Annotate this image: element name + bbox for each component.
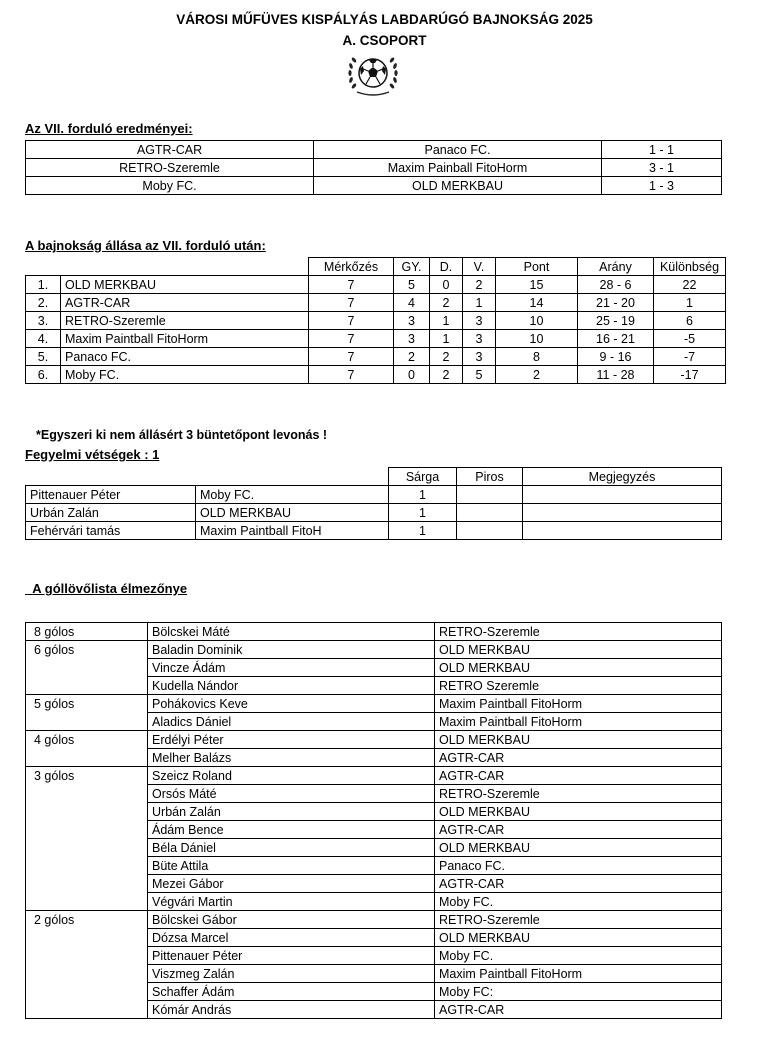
goal-count	[26, 947, 148, 965]
rank: 2.	[26, 294, 61, 312]
red-cards	[457, 486, 523, 504]
player-name: Schaffer Ádám	[148, 983, 435, 1001]
goal-count: 6 gólos	[26, 641, 148, 659]
player-name: Végvári Martin	[148, 893, 435, 911]
result-row	[26, 159, 722, 177]
standings-column-header: V.	[463, 258, 496, 276]
team-name: RETRO Szeremle	[435, 677, 722, 695]
drawn: 2	[430, 366, 463, 384]
team-name: Maxim Paintball FitoHorm	[435, 713, 722, 731]
points: 2	[496, 366, 578, 384]
team-name: Panaco FC.	[435, 857, 722, 875]
discipline-table	[25, 467, 722, 540]
team-name: OLD MERKBAU	[435, 641, 722, 659]
scorer-row	[26, 731, 722, 749]
scorer-row	[26, 947, 722, 965]
goal-count	[26, 713, 148, 731]
player-name: Dózsa Marcel	[148, 929, 435, 947]
won: 3	[394, 330, 430, 348]
scorer-row	[26, 803, 722, 821]
red-cards	[457, 504, 523, 522]
played: 7	[309, 330, 394, 348]
team-name: AGTR-CAR	[435, 749, 722, 767]
goal-ratio: 16 - 21	[578, 330, 654, 348]
points: 8	[496, 348, 578, 366]
team-name: OLD MERKBAU	[435, 839, 722, 857]
player-name: Büte Attila	[148, 857, 435, 875]
results-heading: Az VII. forduló eredményei:	[25, 121, 193, 136]
standings-column-header: Különbség	[654, 258, 726, 276]
goal-count: 3 gólos	[26, 767, 148, 785]
scorers-table	[25, 622, 722, 1019]
match-score: 1 - 3	[602, 177, 722, 195]
goal-difference: 1	[654, 294, 726, 312]
remark	[523, 504, 722, 522]
team-name: AGTR-CAR	[435, 875, 722, 893]
standings-row	[26, 276, 726, 294]
points: 15	[496, 276, 578, 294]
scorers-heading: A góllövőlista élmezőnye	[32, 581, 188, 596]
goal-count	[26, 857, 148, 875]
away-team: Maxim Painball FitoHorm	[314, 159, 602, 177]
yellow-cards: 1	[389, 504, 457, 522]
won: 2	[394, 348, 430, 366]
scorer-row	[26, 929, 722, 947]
team-name: OLD MERKBAU	[61, 276, 309, 294]
drawn: 2	[430, 294, 463, 312]
rank: 1.	[26, 276, 61, 294]
team-name: Maxim Paintball FitoH	[196, 522, 389, 540]
team-name: AGTR-CAR	[435, 767, 722, 785]
goal-difference: -5	[654, 330, 726, 348]
standings-row	[26, 312, 726, 330]
points: 14	[496, 294, 578, 312]
penalty-note: *Egyszeri ki nem állásért 3 büntetőpont levonás !	[36, 428, 328, 442]
team-name: RETRO-Szeremle	[61, 312, 309, 330]
goal-count	[26, 839, 148, 857]
goal-count	[26, 983, 148, 1001]
points: 10	[496, 312, 578, 330]
player-name: Kudella Nándor	[148, 677, 435, 695]
goal-count: 2 gólos	[26, 911, 148, 929]
player-name: Orsós Máté	[148, 785, 435, 803]
red-cards	[457, 522, 523, 540]
scorer-row	[26, 713, 722, 731]
team-name: RETRO-Szeremle	[435, 623, 722, 641]
discipline-row	[26, 486, 722, 504]
goal-count	[26, 965, 148, 983]
team-name: Maxim Paintball FitoHorm	[435, 965, 722, 983]
team-name: OLD MERKBAU	[435, 731, 722, 749]
yellow-cards: 1	[389, 522, 457, 540]
lost: 3	[463, 348, 496, 366]
away-team: OLD MERKBAU	[314, 177, 602, 195]
scorer-row	[26, 983, 722, 1001]
goal-count	[26, 803, 148, 821]
scorer-row	[26, 821, 722, 839]
team-name: Moby FC:	[435, 983, 722, 1001]
scorer-row	[26, 839, 722, 857]
player-name: Pittenauer Péter	[148, 947, 435, 965]
soccer-ball-laurel-icon	[345, 52, 401, 98]
team-name: AGTR-CAR	[435, 1001, 722, 1019]
discipline-row	[26, 504, 722, 522]
scorer-row	[26, 785, 722, 803]
standings-row	[26, 366, 726, 384]
rank: 4.	[26, 330, 61, 348]
rank: 6.	[26, 366, 61, 384]
goal-count	[26, 785, 148, 803]
scorer-row	[26, 623, 722, 641]
standings-column-header: Arány	[578, 258, 654, 276]
team-name: AGTR-CAR	[61, 294, 309, 312]
page-subtitle: A. CSOPORT	[342, 33, 427, 48]
team-name: Panaco FC.	[61, 348, 309, 366]
player-name: Fehérvári tamás	[26, 522, 196, 540]
goal-difference: -17	[654, 366, 726, 384]
remark	[523, 522, 722, 540]
goal-count	[26, 677, 148, 695]
goal-count	[26, 929, 148, 947]
drawn: 1	[430, 330, 463, 348]
played: 7	[309, 348, 394, 366]
player-name: Urbán Zalán	[26, 504, 196, 522]
team-name: RETRO-Szeremle	[435, 911, 722, 929]
goal-ratio: 28 - 6	[578, 276, 654, 294]
player-name: Béla Dániel	[148, 839, 435, 857]
team-name: Moby FC.	[435, 893, 722, 911]
scorer-row	[26, 893, 722, 911]
goal-difference: 6	[654, 312, 726, 330]
goal-difference: -7	[654, 348, 726, 366]
match-score: 1 - 1	[602, 141, 722, 159]
lost: 1	[463, 294, 496, 312]
goal-count	[26, 893, 148, 911]
won: 4	[394, 294, 430, 312]
player-name: Urbán Zalán	[148, 803, 435, 821]
home-team: Moby FC.	[26, 177, 314, 195]
player-name: Ádám Bence	[148, 821, 435, 839]
team-name: OLD MERKBAU	[196, 504, 389, 522]
goal-difference: 22	[654, 276, 726, 294]
rank: 5.	[26, 348, 61, 366]
team-name: OLD MERKBAU	[435, 929, 722, 947]
discipline-column-header: Sárga	[389, 468, 457, 486]
player-name: Kómár András	[148, 1001, 435, 1019]
team-name: AGTR-CAR	[435, 821, 722, 839]
player-name: Baladin Dominik	[148, 641, 435, 659]
goal-ratio: 21 - 20	[578, 294, 654, 312]
scorer-row	[26, 641, 722, 659]
discipline-column-header: Piros	[457, 468, 523, 486]
lost: 3	[463, 330, 496, 348]
team-name: Maxim Paintball FitoHorm	[435, 695, 722, 713]
team-name: Moby FC.	[196, 486, 389, 504]
drawn: 2	[430, 348, 463, 366]
drawn: 1	[430, 312, 463, 330]
goal-count: 8 gólos	[26, 623, 148, 641]
scorer-row	[26, 857, 722, 875]
played: 7	[309, 366, 394, 384]
player-name: Pittenauer Péter	[26, 486, 196, 504]
standings-row	[26, 330, 726, 348]
goal-ratio: 9 - 16	[578, 348, 654, 366]
scorer-row	[26, 695, 722, 713]
scorer-row	[26, 677, 722, 695]
discipline-column-header: Megjegyzés	[523, 468, 722, 486]
results-table	[25, 140, 722, 195]
remark	[523, 486, 722, 504]
discipline-heading: Fegyelmi vétségek : 1	[25, 447, 160, 462]
won: 3	[394, 312, 430, 330]
played: 7	[309, 294, 394, 312]
standings-row	[26, 294, 726, 312]
goal-count	[26, 659, 148, 677]
player-name: Bölcskei Máté	[148, 623, 435, 641]
standings-column-header: D.	[430, 258, 463, 276]
standings-table	[25, 257, 726, 384]
player-name: Pohákovics Keve	[148, 695, 435, 713]
scorer-row	[26, 911, 722, 929]
won: 0	[394, 366, 430, 384]
rank: 3.	[26, 312, 61, 330]
goal-ratio: 25 - 19	[578, 312, 654, 330]
home-team: AGTR-CAR	[26, 141, 314, 159]
scorer-row	[26, 749, 722, 767]
standings-column-header: Mérkőzés	[309, 258, 394, 276]
goal-count: 5 gólos	[26, 695, 148, 713]
goal-count	[26, 875, 148, 893]
goal-count: 4 gólos	[26, 731, 148, 749]
scorer-row	[26, 659, 722, 677]
player-name: Mezei Gábor	[148, 875, 435, 893]
standings-row	[26, 348, 726, 366]
player-name: Viszmeg Zalán	[148, 965, 435, 983]
lost: 2	[463, 276, 496, 294]
team-name: Moby FC.	[61, 366, 309, 384]
player-name: Vincze Ádám	[148, 659, 435, 677]
goal-ratio: 11 - 28	[578, 366, 654, 384]
scorer-row	[26, 965, 722, 983]
team-name: RETRO-Szeremle	[435, 785, 722, 803]
player-name: Bölcskei Gábor	[148, 911, 435, 929]
scorer-row	[26, 875, 722, 893]
discipline-row	[26, 522, 722, 540]
home-team: RETRO-Szeremle	[26, 159, 314, 177]
lost: 3	[463, 312, 496, 330]
played: 7	[309, 276, 394, 294]
player-name: Melher Balázs	[148, 749, 435, 767]
points: 10	[496, 330, 578, 348]
page-title: VÁROSI MŰFÜVES KISPÁLYÁS LABDARÚGÓ BAJNOKSÁG 2025	[176, 12, 593, 27]
team-name: OLD MERKBAU	[435, 803, 722, 821]
goal-count	[26, 1001, 148, 1019]
team-name: Moby FC.	[435, 947, 722, 965]
standings-column-header: Pont	[496, 258, 578, 276]
player-name: Aladics Dániel	[148, 713, 435, 731]
standings-column-header: GY.	[394, 258, 430, 276]
match-score: 3 - 1	[602, 159, 722, 177]
goal-count	[26, 749, 148, 767]
won: 5	[394, 276, 430, 294]
played: 7	[309, 312, 394, 330]
goal-count	[26, 821, 148, 839]
drawn: 0	[430, 276, 463, 294]
team-name: Maxim Paintball FitoHorm	[61, 330, 309, 348]
result-row	[26, 141, 722, 159]
away-team: Panaco FC.	[314, 141, 602, 159]
scorer-row	[26, 1001, 722, 1019]
result-row	[26, 177, 722, 195]
player-name: Szeicz Roland	[148, 767, 435, 785]
standings-heading: A bajnokság állása az VII. forduló után:	[25, 238, 266, 253]
team-name: OLD MERKBAU	[435, 659, 722, 677]
lost: 5	[463, 366, 496, 384]
yellow-cards: 1	[389, 486, 457, 504]
scorer-row	[26, 767, 722, 785]
player-name: Erdélyi Péter	[148, 731, 435, 749]
